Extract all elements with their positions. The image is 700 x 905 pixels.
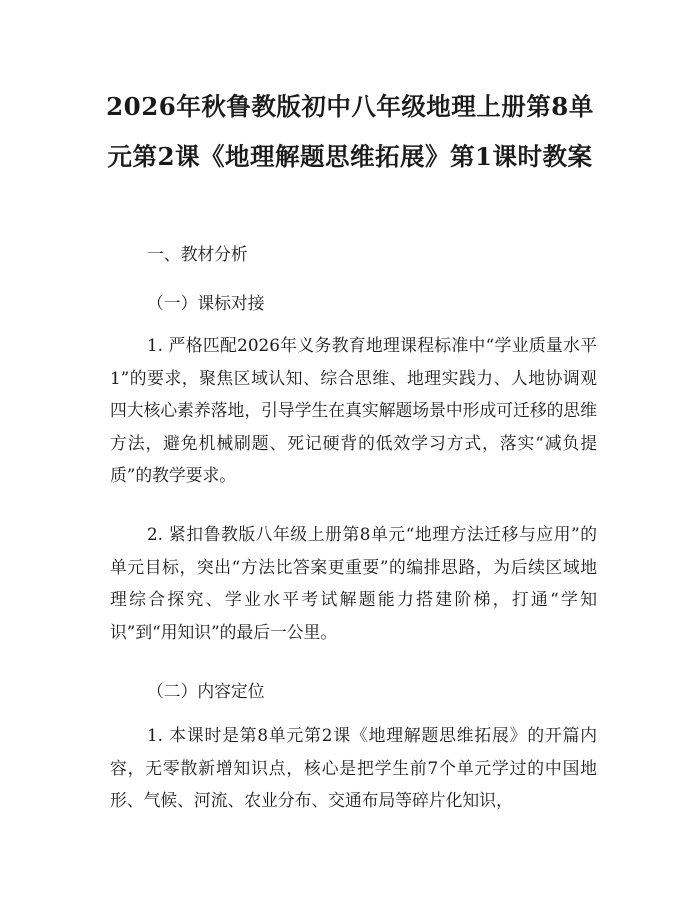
paragraph-curriculum-alignment-2: 2. 紧扣鲁教版八年级上册第8单元“地理方法迁移与应用”的单元目标，突出“方法比答案更重要”的编排思路，为后续区域地理综合探究、学业水平考试解题能力搭建阶梯，打通“学知识”到“用知识”的最后一公里。	[110, 524, 597, 642]
subsection-heading-curriculum-alignment: （一）课标对接	[147, 293, 265, 313]
subsection-heading-content-positioning: （二）内容定位	[147, 681, 265, 701]
paragraph-content-positioning-1: 1. 本课时是第8单元第2课《地理解题思维拓展》的开篇内容，无零散新增知识点，核心是把学生前7个单元学过的中国地形、气候、河流、农业分布、交通布局等碎片化知识，	[110, 725, 597, 810]
paragraph-curriculum-alignment-1: 1. 严格匹配2026年义务教育地理课程标准中“学业质量水平1”的要求，聚焦区域认知、综合思维、地理实践力、人地协调观四大核心素养落地，引导学生在真实解题场景中形成可迁移的思维方法，避免机械刷题、死记硬背的低效学习方式，落实“减负提质”的教学要求。	[110, 335, 597, 485]
document-title: 2026年秋鲁教版初中八年级地理上册第8单元第2课《地理解题思维拓展》第1课时教案	[106, 92, 594, 171]
section-heading-teaching-material-analysis: 一、教材分析	[147, 244, 248, 264]
